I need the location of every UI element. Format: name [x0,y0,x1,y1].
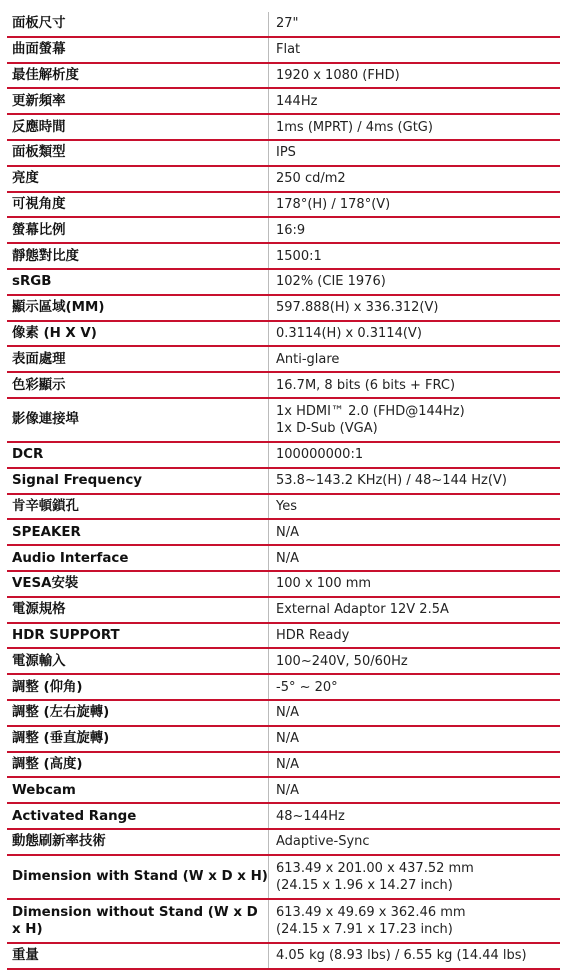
spec-value: N/A [276,705,299,721]
spec-value: 144Hz [276,93,318,109]
spec-row-hdr [7,624,560,650]
spec-value: 100 x 100 mm [276,576,372,592]
spec-row-dimension-without-stand [7,900,560,944]
spec-row-resolution [7,64,560,90]
spec-label: 調整 (高度) [7,753,269,777]
spec-value: 100~240V, 50/60Hz [276,653,408,669]
spec-label: 反應時間 [7,115,269,139]
spec-row-vesa [7,572,560,598]
spec-row-response-time [7,115,560,141]
spec-row-kensington [7,495,560,521]
spec-value: 4.05 kg (8.93 lbs) / 6.55 kg (14.44 lbs) [276,948,527,964]
spec-value: IPS [276,145,296,161]
spec-label: 動態刷新率技術 [7,830,269,854]
spec-label: VESA安裝 [7,572,269,596]
spec-value: 597.888(H) x 336.312(V) [276,300,439,316]
spec-label: Webcam [7,778,269,802]
spec-value: 16.7M, 8 bits (6 bits + FRC) [276,377,456,393]
spec-label: 電源輸入 [7,649,269,673]
spec-label: Dimension without Stand (W x D x H) [7,900,269,942]
spec-label: 調整 (左右旋轉) [7,701,269,725]
spec-label: 電源規格 [7,598,269,622]
spec-label: 色彩顯示 [7,373,269,397]
spec-label: 面板類型 [7,141,269,165]
spec-value: 1x HDMI™ 2.0 (FHD@144Hz) 1x D-Sub (VGA) [276,403,465,436]
spec-row-pixel-pitch [7,322,560,348]
spec-value: Anti-glare [276,351,340,367]
spec-row-refresh-rate [7,89,560,115]
spec-row-signal-frequency [7,469,560,495]
spec-value: 27" [276,16,299,32]
spec-label: 亮度 [7,167,269,191]
spec-label: Activated Range [7,804,269,828]
spec-value: Adaptive-Sync [276,834,370,850]
spec-row-viewing-angle [7,193,560,219]
spec-label: 重量 [7,944,269,968]
spec-row-speaker [7,520,560,546]
spec-value: 178°(H) / 178°(V) [276,196,391,212]
spec-row-weight [7,944,560,970]
spec-value: HDR Ready [276,627,350,643]
spec-row-height-adjust [7,753,560,779]
spec-label: 更新頻率 [7,89,269,113]
spec-row-curved [7,38,560,64]
spec-label: Signal Frequency [7,469,269,493]
spec-row-surface [7,347,560,373]
spec-row-panel-size [7,12,560,38]
spec-value: Yes [276,498,297,514]
spec-row-adaptive-sync [7,830,560,856]
spec-label: Dimension with Stand (W x D x H) [7,856,269,898]
spec-label: 曲面螢幕 [7,38,269,62]
spec-row-panel-type [7,141,560,167]
spec-label: sRGB [7,270,269,294]
spec-label: 最佳解析度 [7,64,269,88]
spec-label: 可視角度 [7,193,269,217]
spec-label: 面板尺寸 [7,12,269,36]
spec-label: 像素 (H X V) [7,322,269,346]
spec-row-srgb [7,270,560,296]
spec-row-brightness [7,167,560,193]
spec-value: N/A [276,731,299,747]
spec-value: 0.3114(H) x 0.3114(V) [276,325,422,341]
spec-label: 螢幕比例 [7,218,269,242]
spec-label: SPEAKER [7,520,269,544]
spec-value: 1500:1 [276,248,322,264]
spec-row-audio-interface [7,546,560,572]
spec-row-power-input [7,649,560,675]
spec-value: N/A [276,550,299,566]
spec-value: 16:9 [276,222,306,238]
spec-row-contrast [7,244,560,270]
spec-value: 53.8~143.2 KHz(H) / 48~144 Hz(V) [276,473,507,489]
spec-label: 肯辛頓鎖孔 [7,495,269,519]
spec-label: 調整 (仰角) [7,675,269,699]
spec-table [7,12,560,970]
spec-label: 調整 (垂直旋轉) [7,727,269,751]
spec-row-tilt [7,675,560,701]
spec-value: N/A [276,782,299,798]
spec-row-activated-range [7,804,560,830]
spec-value: N/A [276,756,299,772]
spec-label: DCR [7,443,269,467]
spec-row-colors [7,373,560,399]
spec-value: -5° ~ 20° [276,679,338,695]
spec-label: 靜態對比度 [7,244,269,268]
spec-row-dcr [7,443,560,469]
spec-value: N/A [276,524,299,540]
spec-label: HDR SUPPORT [7,624,269,648]
spec-value: External Adaptor 12V 2.5A [276,602,449,618]
spec-value: 102% (CIE 1976) [276,274,386,290]
spec-row-video-ports [7,399,560,443]
spec-value: Flat [276,42,301,58]
spec-row-aspect-ratio [7,218,560,244]
spec-value: 1ms (MPRT) / 4ms (GtG) [276,119,433,135]
spec-row-display-area [7,296,560,322]
spec-value: 613.49 x 201.00 x 437.52 mm (24.15 x 1.96 x 14.27 inch) [276,860,474,893]
spec-row-power-spec [7,598,560,624]
spec-row-dimension-with-stand [7,856,560,900]
spec-row-swivel [7,701,560,727]
spec-label: Audio Interface [7,546,269,570]
spec-label: 影像連接埠 [7,399,269,441]
spec-row-webcam [7,778,560,804]
spec-row-pivot [7,727,560,753]
spec-value: 48~144Hz [276,808,345,824]
spec-label: 表面處理 [7,347,269,371]
spec-label: 顯示區域(MM) [7,296,269,320]
spec-value: 1920 x 1080 (FHD) [276,67,400,83]
spec-value: 613.49 x 49.69 x 362.46 mm (24.15 x 7.91 x 17.23 inch) [276,904,466,937]
spec-value: 250 cd/m2 [276,171,346,187]
spec-value: 100000000:1 [276,447,364,463]
